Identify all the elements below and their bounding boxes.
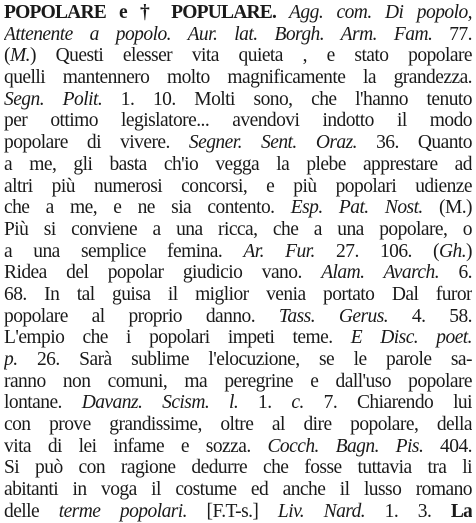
entry-line — [4, 24, 472, 46]
entry-line — [4, 371, 472, 393]
entry-line — [4, 132, 472, 154]
citation-text: c. — [291, 392, 304, 414]
citation-text: Alam. Avarch. — [321, 262, 440, 284]
text-segment: popolare al proprio danno. — [4, 305, 279, 327]
citation-text: M. — [9, 45, 30, 67]
citation-text: Gh. — [438, 240, 467, 262]
text-segment: delle — [4, 500, 59, 522]
text-segment: 7. Chiarendo lui — [303, 392, 472, 414]
text-segment: Si può con ragione dedurre che fosse tuttavia tra li — [4, 457, 472, 479]
entry-line — [4, 219, 472, 241]
text-segment: ) — [466, 240, 472, 262]
entry-line — [4, 176, 472, 198]
entry-line — [4, 110, 472, 132]
entry-line — [4, 306, 472, 328]
headword: POPOLARE e † POPULARE. — [4, 2, 277, 23]
text-segment: popolare di vivere. — [4, 132, 189, 154]
text-segment: per ottimo legislatore... avendovi indotto il modo — [4, 110, 472, 132]
text-segment: 1. 3. — [365, 500, 451, 522]
entry-line — [4, 154, 472, 176]
citation-text: Tass. Gerus. — [278, 305, 389, 327]
entry-line — [4, 241, 472, 263]
text-segment: (M.) — [422, 197, 472, 219]
citation-text: Segn. Polit. — [4, 88, 103, 110]
entry-line — [4, 436, 472, 458]
citation-text: Davanz. Scism. l. — [81, 392, 239, 414]
text-segment: quelli mantennero molto magnificamente la grandezza. — [4, 67, 472, 89]
entry-line — [4, 89, 472, 111]
text-segment: vita di lei infame e sozza. — [4, 435, 268, 457]
citation-text: terme popolari. — [58, 500, 187, 522]
text-segment: che a me, e ne sia contento. — [4, 197, 291, 219]
entry-line — [4, 2, 472, 24]
citation-text: Agg. com. Di popolo, — [276, 2, 472, 23]
text-segment: con prove grandissime, oltre al dire popolare, della — [4, 414, 472, 436]
text-segment: 404. — [423, 435, 472, 457]
citation-text: Liv. Nard. — [277, 500, 366, 522]
entry-line — [4, 414, 472, 436]
text-segment: abitanti in voga il costume ed anche il lusso romano — [4, 479, 472, 501]
citation-text: Ar. Fur. — [243, 240, 315, 262]
entry-line — [4, 501, 472, 523]
text-segment: ranno non comuni, ma peregrine e dall'uso popolare — [4, 370, 472, 392]
entry-line — [4, 479, 472, 501]
text-segment: lontane. — [4, 392, 82, 414]
entry-line — [4, 67, 472, 89]
entry-line — [4, 284, 472, 306]
citation-text: Attenente a popolo. Aur. lat. Borgh. Arm. Fam. — [4, 23, 433, 45]
text-segment: 1. — [238, 392, 292, 414]
citation-text: p. — [4, 349, 18, 370]
entry-line — [4, 392, 472, 414]
text-segment: 68. In tal guisa il miglior venia portato Dal furor — [4, 283, 472, 305]
bold-text: La — [450, 500, 472, 522]
entry-line — [4, 327, 472, 349]
citation-text: Cocch. Bagn. Pis. — [267, 435, 424, 457]
citation-text: E Disc. poet. — [350, 327, 472, 349]
text-segment: ) Questi elesser vita quieta , e stato popolare — [29, 45, 472, 67]
text-segment: 27. 106. ( — [314, 240, 439, 262]
citation-text: Esp. Pat. Nost. — [290, 197, 423, 219]
text-segment: [F.T-s.] — [187, 500, 278, 522]
text-segment: ( — [4, 45, 10, 67]
entry-line — [4, 45, 472, 67]
entry-line — [4, 457, 472, 479]
entry-line — [4, 262, 472, 284]
text-segment: Più si conviene a una ricca, che a una popolare, o — [4, 218, 472, 240]
text-segment: a me, gli basta ch'io vegga la plebe apprestare ad — [4, 153, 472, 175]
text-segment: 6. — [439, 262, 472, 284]
dictionary-entry — [4, 2, 472, 522]
text-segment: 26. Sarà sublime l'elocuzione, se le parole sa- — [17, 349, 472, 370]
entry-line — [4, 349, 472, 371]
citation-text: Segner. Sent. Oraz. — [188, 132, 357, 154]
text-segment: a una semplice femina. — [4, 240, 244, 262]
text-segment: 36. Quanto — [356, 132, 472, 154]
text-segment: 1. 10. Molti sono, che l'hanno tenuto — [102, 88, 472, 110]
entry-line — [4, 197, 472, 219]
text-segment: 77. — [432, 23, 472, 45]
text-segment: altri più numerosi concorsi, e più popolari udienze — [4, 175, 472, 197]
text-segment: L'empio che i popolari impeti teme. — [4, 327, 351, 349]
text-segment: Ridea del popolar giudicio vano. — [4, 262, 322, 284]
text-segment: 4. 58. — [388, 305, 472, 327]
